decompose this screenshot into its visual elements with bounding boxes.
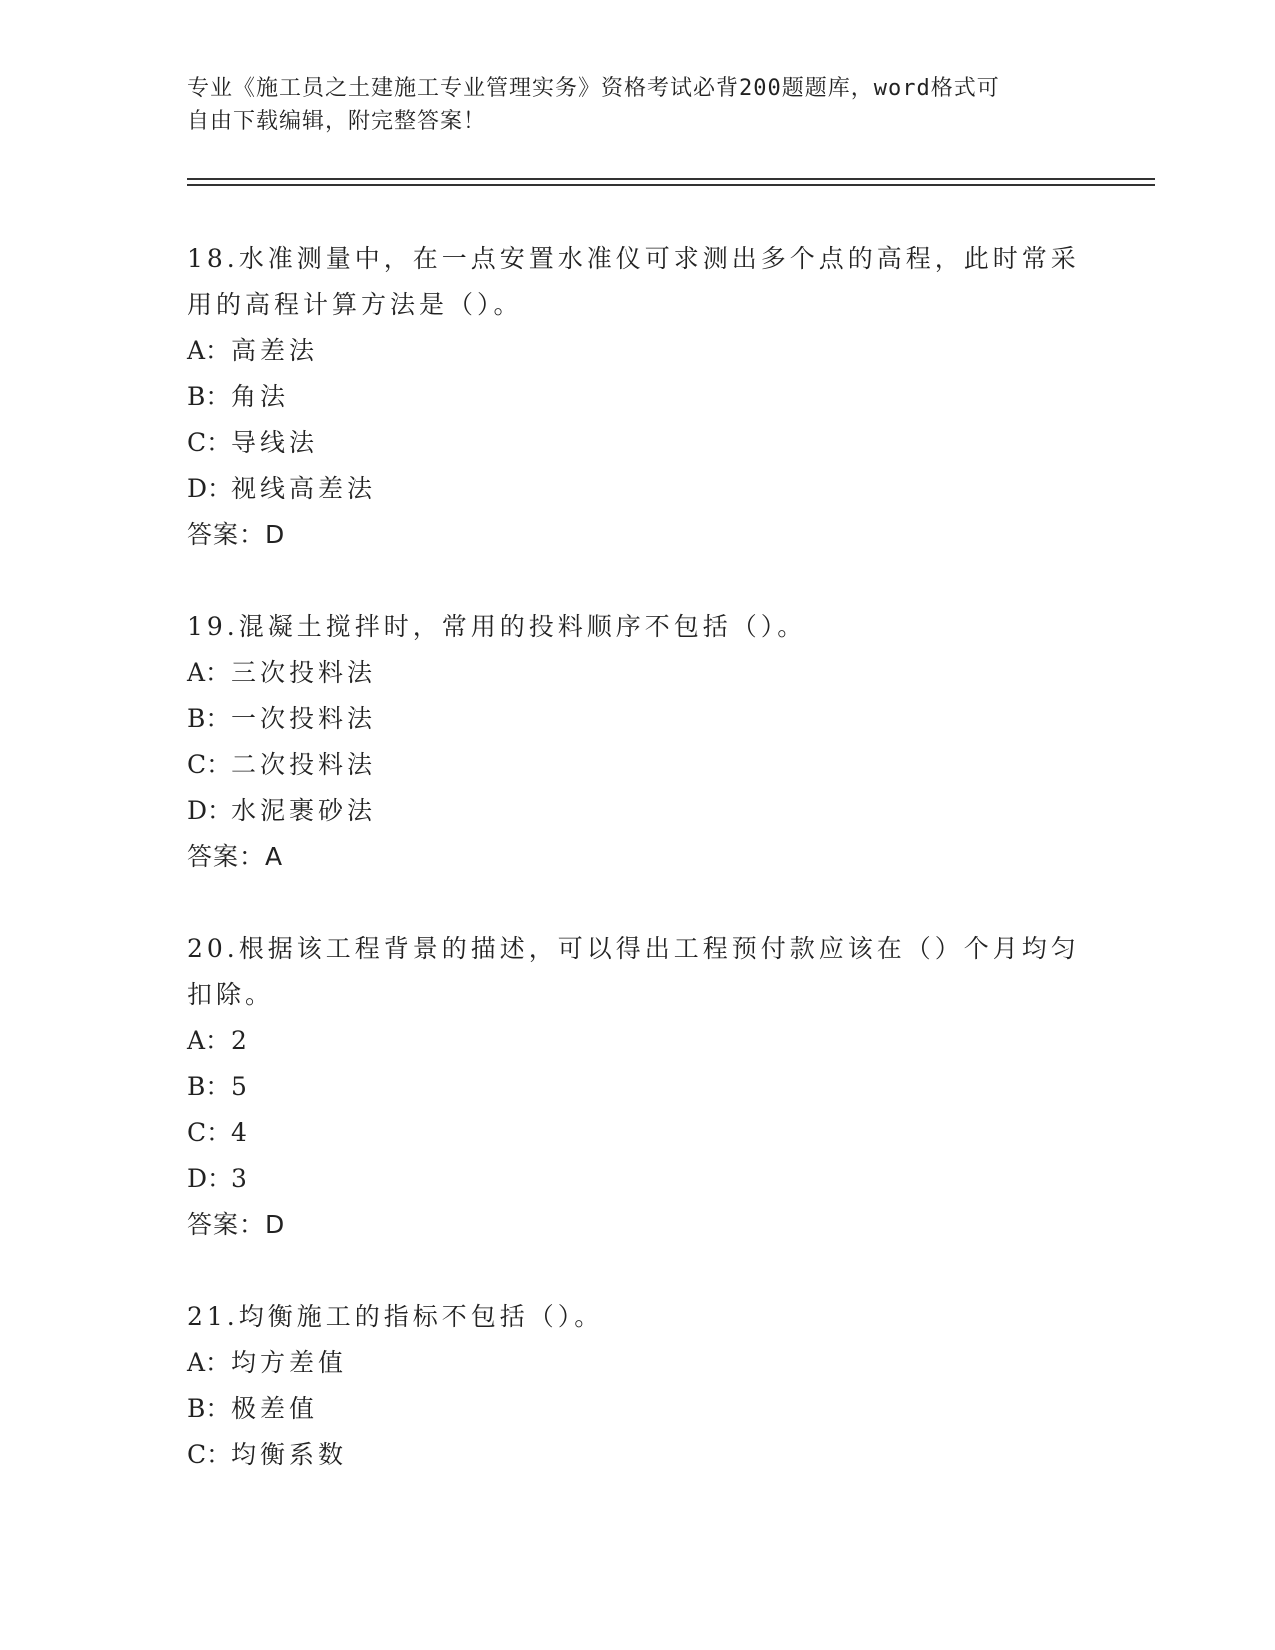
question-stem-line-2: 用的高程计算方法是（）。 [187,290,523,319]
option-text: 高差法 [231,336,319,365]
option-c [187,420,1087,466]
question-block [187,236,1087,558]
header-line-1: 专业《施工员之土建施工专业管理实务》资格考试必背200题题库，word格式可 [187,76,1000,101]
option-d [187,466,1087,512]
option-text: 4 [231,1118,251,1147]
option-c [187,1110,1087,1156]
option-a [187,650,1087,696]
document-header [187,72,1087,138]
option-text: 2 [231,1026,251,1055]
option-b [187,374,1087,420]
option-text: 一次投料法 [231,704,377,733]
option-c [187,742,1087,788]
option-label: B： [187,1394,231,1423]
option-text: 三次投料法 [231,658,377,687]
option-label: C： [187,1118,232,1147]
answer-line: 答案：D [187,520,286,549]
question-block [187,1294,1087,1478]
option-text: 均方差值 [231,1348,348,1377]
header-divider-bottom [187,184,1155,186]
option-label: B： [187,1072,231,1101]
option-label: A： [187,1348,231,1377]
question-block [187,604,1087,880]
option-text: 水泥裹砂法 [231,796,377,825]
answer-line: 答案：D [187,1210,286,1239]
option-label: C： [187,1440,232,1469]
option-label: C： [187,750,232,779]
option-label: A： [187,336,231,365]
header-line-2: 自由下载编辑，附完整答案！ [187,109,487,134]
option-d [187,788,1087,834]
option-text: 5 [231,1072,251,1101]
option-label: B： [187,382,231,411]
question-stem-line-2: 扣除。 [187,980,275,1009]
option-label: A： [187,658,231,687]
header-divider-top [187,178,1155,180]
option-text: 视线高差法 [231,474,377,503]
option-text: 二次投料法 [231,750,377,779]
option-c [187,1432,1087,1478]
option-b [187,1064,1087,1110]
question-list [187,236,1087,1524]
question-stem-line-1: 19.混凝土搅拌时，常用的投料顺序不包括（）。 [187,612,807,641]
answer-line: 答案：A [187,842,284,871]
question-stem-line-1: 21.均衡施工的指标不包括（）。 [187,1302,604,1331]
option-label: B： [187,704,231,733]
option-label: D： [187,796,233,825]
question-stem-line-1: 20.根据该工程背景的描述，可以得出工程预付款应该在（）个月均匀 [187,934,1080,963]
option-d [187,1156,1087,1202]
option-label: D： [187,1164,233,1193]
option-text: 均衡系数 [231,1440,348,1469]
option-b [187,696,1087,742]
option-text: 极差值 [231,1394,319,1423]
option-b [187,1386,1087,1432]
option-label: C： [187,428,232,457]
option-a [187,328,1087,374]
option-a [187,1340,1087,1386]
question-block [187,926,1087,1248]
question-stem-line-1: 18.水准测量中，在一点安置水准仪可求测出多个点的高程，此时常采 [187,244,1080,273]
option-a [187,1018,1087,1064]
option-text: 导线法 [231,428,319,457]
option-text: 3 [231,1164,251,1193]
option-label: D： [187,474,233,503]
option-label: A： [187,1026,231,1055]
option-text: 角法 [231,382,290,411]
